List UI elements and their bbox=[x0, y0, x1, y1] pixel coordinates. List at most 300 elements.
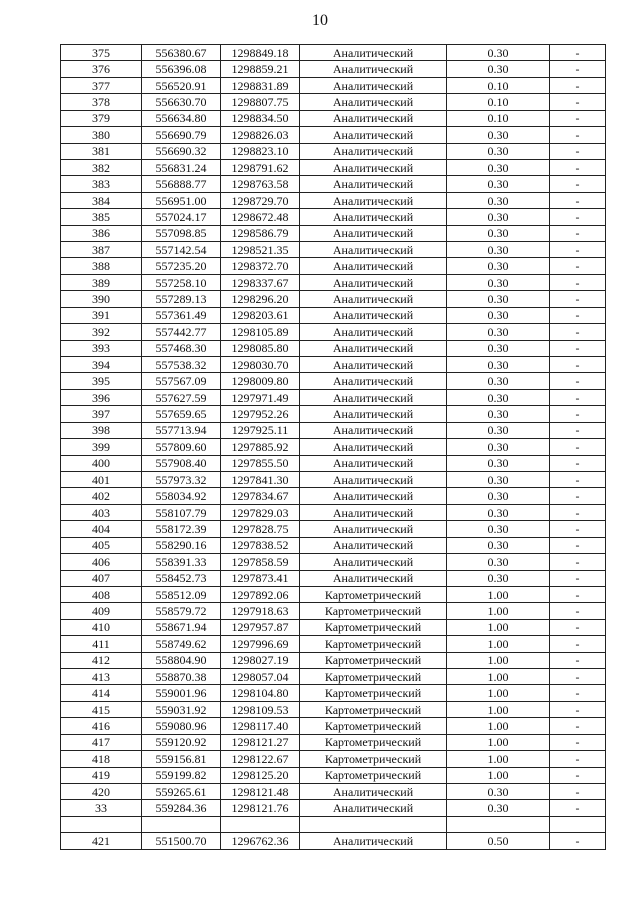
accuracy-cell: 1.00 bbox=[447, 603, 550, 619]
y-coordinate-cell: 1297829.03 bbox=[221, 504, 300, 520]
note-cell: - bbox=[550, 77, 606, 93]
note-cell: - bbox=[550, 373, 606, 389]
method-cell: Аналитический bbox=[300, 537, 447, 553]
method-cell: Аналитический bbox=[300, 61, 447, 77]
point-number-cell: 388 bbox=[61, 258, 142, 274]
point-number-cell: 386 bbox=[61, 225, 142, 241]
point-number-cell: 405 bbox=[61, 537, 142, 553]
note-cell bbox=[550, 816, 606, 832]
point-number-cell: 420 bbox=[61, 783, 142, 799]
y-coordinate-cell: 1298104.80 bbox=[221, 685, 300, 701]
point-number-cell: 379 bbox=[61, 110, 142, 126]
x-coordinate-cell: 558452.73 bbox=[142, 570, 221, 586]
accuracy-cell: 0.30 bbox=[447, 307, 550, 323]
y-coordinate-cell: 1298791.62 bbox=[221, 159, 300, 175]
table-row bbox=[61, 537, 606, 553]
note-cell: - bbox=[550, 488, 606, 504]
table-row bbox=[61, 603, 606, 619]
x-coordinate-cell bbox=[142, 816, 221, 832]
accuracy-cell: 0.30 bbox=[447, 209, 550, 225]
note-cell: - bbox=[550, 718, 606, 734]
y-coordinate-cell: 1297828.75 bbox=[221, 521, 300, 537]
method-cell: Аналитический bbox=[300, 422, 447, 438]
x-coordinate-cell: 557442.77 bbox=[142, 324, 221, 340]
point-number-cell: 409 bbox=[61, 603, 142, 619]
point-number-cell: 404 bbox=[61, 521, 142, 537]
note-cell: - bbox=[550, 619, 606, 635]
table-row bbox=[61, 652, 606, 668]
table-row bbox=[61, 685, 606, 701]
accuracy-cell: 0.30 bbox=[447, 471, 550, 487]
method-cell: Картометрический bbox=[300, 603, 447, 619]
y-coordinate-cell: 1297892.06 bbox=[221, 586, 300, 602]
accuracy-cell: 0.30 bbox=[447, 389, 550, 405]
note-cell: - bbox=[550, 242, 606, 258]
method-cell: Аналитический bbox=[300, 504, 447, 520]
y-coordinate-cell: 1298027.19 bbox=[221, 652, 300, 668]
method-cell: Аналитический bbox=[300, 833, 447, 849]
table-row bbox=[61, 455, 606, 471]
accuracy-cell: 1.00 bbox=[447, 669, 550, 685]
page-number: 10 bbox=[312, 12, 328, 29]
y-coordinate-cell: 1298203.61 bbox=[221, 307, 300, 323]
x-coordinate-cell: 559265.61 bbox=[142, 783, 221, 799]
point-number-cell: 400 bbox=[61, 455, 142, 471]
coordinates-table-body bbox=[61, 45, 606, 850]
x-coordinate-cell: 558579.72 bbox=[142, 603, 221, 619]
table-row bbox=[61, 751, 606, 767]
x-coordinate-cell: 558870.38 bbox=[142, 669, 221, 685]
table-row bbox=[61, 94, 606, 110]
table-row bbox=[61, 373, 606, 389]
x-coordinate-cell: 559199.82 bbox=[142, 767, 221, 783]
method-cell: Аналитический bbox=[300, 143, 447, 159]
accuracy-cell: 0.30 bbox=[447, 258, 550, 274]
x-coordinate-cell: 557361.49 bbox=[142, 307, 221, 323]
accuracy-cell: 1.00 bbox=[447, 652, 550, 668]
note-cell: - bbox=[550, 669, 606, 685]
x-coordinate-cell: 558034.92 bbox=[142, 488, 221, 504]
note-cell: - bbox=[550, 455, 606, 471]
accuracy-cell: 0.30 bbox=[447, 570, 550, 586]
note-cell: - bbox=[550, 307, 606, 323]
note-cell: - bbox=[550, 258, 606, 274]
method-cell: Аналитический bbox=[300, 373, 447, 389]
accuracy-cell: 0.30 bbox=[447, 357, 550, 373]
note-cell: - bbox=[550, 127, 606, 143]
table-row bbox=[61, 718, 606, 734]
y-coordinate-cell: 1296762.36 bbox=[221, 833, 300, 849]
table-row bbox=[61, 45, 606, 61]
note-cell: - bbox=[550, 734, 606, 750]
x-coordinate-cell: 558391.33 bbox=[142, 554, 221, 570]
method-cell: Аналитический bbox=[300, 455, 447, 471]
x-coordinate-cell: 559156.81 bbox=[142, 751, 221, 767]
method-cell: Аналитический bbox=[300, 159, 447, 175]
table-row bbox=[61, 225, 606, 241]
note-cell: - bbox=[550, 751, 606, 767]
x-coordinate-cell: 559284.36 bbox=[142, 800, 221, 816]
accuracy-cell: 0.30 bbox=[447, 504, 550, 520]
y-coordinate-cell: 1298057.04 bbox=[221, 669, 300, 685]
accuracy-cell: 0.30 bbox=[447, 274, 550, 290]
y-coordinate-cell: 1298729.70 bbox=[221, 192, 300, 208]
note-cell: - bbox=[550, 159, 606, 175]
point-number-cell: 414 bbox=[61, 685, 142, 701]
method-cell: Аналитический bbox=[300, 783, 447, 799]
y-coordinate-cell: 1298105.89 bbox=[221, 324, 300, 340]
point-number-cell: 395 bbox=[61, 373, 142, 389]
table-row bbox=[61, 570, 606, 586]
note-cell: - bbox=[550, 45, 606, 61]
accuracy-cell: 0.30 bbox=[447, 61, 550, 77]
method-cell: Аналитический bbox=[300, 242, 447, 258]
note-cell: - bbox=[550, 586, 606, 602]
x-coordinate-cell: 557567.09 bbox=[142, 373, 221, 389]
table-row bbox=[61, 274, 606, 290]
accuracy-cell: 0.30 bbox=[447, 800, 550, 816]
note-cell: - bbox=[550, 701, 606, 717]
accuracy-cell: 0.30 bbox=[447, 439, 550, 455]
point-number-cell: 399 bbox=[61, 439, 142, 455]
y-coordinate-cell: 1298009.80 bbox=[221, 373, 300, 389]
point-number-cell: 413 bbox=[61, 669, 142, 685]
point-number-cell: 397 bbox=[61, 406, 142, 422]
y-coordinate-cell: 1298121.48 bbox=[221, 783, 300, 799]
point-number-cell: 411 bbox=[61, 636, 142, 652]
point-number-cell: 33 bbox=[61, 800, 142, 816]
accuracy-cell: 1.00 bbox=[447, 586, 550, 602]
note-cell: - bbox=[550, 340, 606, 356]
accuracy-cell: 0.30 bbox=[447, 373, 550, 389]
y-coordinate-cell: 1297885.92 bbox=[221, 439, 300, 455]
method-cell: Аналитический bbox=[300, 389, 447, 405]
y-coordinate-cell: 1298121.27 bbox=[221, 734, 300, 750]
accuracy-cell: 0.30 bbox=[447, 159, 550, 175]
accuracy-cell: 0.30 bbox=[447, 340, 550, 356]
y-coordinate-cell: 1298337.67 bbox=[221, 274, 300, 290]
x-coordinate-cell: 557235.20 bbox=[142, 258, 221, 274]
note-cell: - bbox=[550, 800, 606, 816]
point-number-cell: 389 bbox=[61, 274, 142, 290]
x-coordinate-cell: 558172.39 bbox=[142, 521, 221, 537]
table-row bbox=[61, 406, 606, 422]
point-number-cell: 396 bbox=[61, 389, 142, 405]
note-cell: - bbox=[550, 636, 606, 652]
y-coordinate-cell: 1298763.58 bbox=[221, 176, 300, 192]
note-cell: - bbox=[550, 406, 606, 422]
accuracy-cell: 0.30 bbox=[447, 291, 550, 307]
y-coordinate-cell: 1298521.35 bbox=[221, 242, 300, 258]
table-row bbox=[61, 389, 606, 405]
table-row bbox=[61, 61, 606, 77]
accuracy-cell: 0.30 bbox=[447, 143, 550, 159]
note-cell: - bbox=[550, 357, 606, 373]
x-coordinate-cell: 558671.94 bbox=[142, 619, 221, 635]
method-cell: Аналитический bbox=[300, 340, 447, 356]
accuracy-cell: 0.30 bbox=[447, 488, 550, 504]
accuracy-cell: 0.30 bbox=[447, 783, 550, 799]
y-coordinate-cell: 1297855.50 bbox=[221, 455, 300, 471]
y-coordinate-cell: 1298831.89 bbox=[221, 77, 300, 93]
y-coordinate-cell: 1298109.53 bbox=[221, 701, 300, 717]
method-cell: Аналитический bbox=[300, 521, 447, 537]
note-cell: - bbox=[550, 554, 606, 570]
x-coordinate-cell: 556634.80 bbox=[142, 110, 221, 126]
accuracy-cell: 0.30 bbox=[447, 521, 550, 537]
point-number-cell: 417 bbox=[61, 734, 142, 750]
point-number-cell: 378 bbox=[61, 94, 142, 110]
method-cell: Аналитический bbox=[300, 800, 447, 816]
accuracy-cell bbox=[447, 816, 550, 832]
x-coordinate-cell: 557258.10 bbox=[142, 274, 221, 290]
table-row bbox=[61, 734, 606, 750]
y-coordinate-cell: 1297918.63 bbox=[221, 603, 300, 619]
accuracy-cell: 0.10 bbox=[447, 77, 550, 93]
method-cell: Картометрический bbox=[300, 586, 447, 602]
table-row bbox=[61, 324, 606, 340]
note-cell: - bbox=[550, 767, 606, 783]
x-coordinate-cell: 556630.70 bbox=[142, 94, 221, 110]
method-cell: Картометрический bbox=[300, 767, 447, 783]
y-coordinate-cell: 1298826.03 bbox=[221, 127, 300, 143]
method-cell: Аналитический bbox=[300, 225, 447, 241]
accuracy-cell: 0.10 bbox=[447, 94, 550, 110]
table-row bbox=[61, 176, 606, 192]
x-coordinate-cell: 556520.91 bbox=[142, 77, 221, 93]
x-coordinate-cell: 556831.24 bbox=[142, 159, 221, 175]
note-cell: - bbox=[550, 176, 606, 192]
accuracy-cell: 1.00 bbox=[447, 767, 550, 783]
point-number-cell: 421 bbox=[61, 833, 142, 849]
table-row bbox=[61, 783, 606, 799]
accuracy-cell: 1.00 bbox=[447, 685, 550, 701]
note-cell: - bbox=[550, 685, 606, 701]
x-coordinate-cell: 558512.09 bbox=[142, 586, 221, 602]
y-coordinate-cell: 1298125.20 bbox=[221, 767, 300, 783]
note-cell: - bbox=[550, 291, 606, 307]
method-cell: Аналитический bbox=[300, 357, 447, 373]
table-row bbox=[61, 701, 606, 717]
method-cell: Аналитический bbox=[300, 209, 447, 225]
accuracy-cell: 0.30 bbox=[447, 192, 550, 208]
method-cell: Аналитический bbox=[300, 307, 447, 323]
point-number-cell: 407 bbox=[61, 570, 142, 586]
accuracy-cell: 0.50 bbox=[447, 833, 550, 849]
note-cell: - bbox=[550, 324, 606, 340]
x-coordinate-cell: 559031.92 bbox=[142, 701, 221, 717]
table-row bbox=[61, 127, 606, 143]
point-number-cell: 406 bbox=[61, 554, 142, 570]
note-cell: - bbox=[550, 389, 606, 405]
table-row bbox=[61, 143, 606, 159]
accuracy-cell: 0.10 bbox=[447, 110, 550, 126]
note-cell: - bbox=[550, 110, 606, 126]
method-cell: Аналитический bbox=[300, 192, 447, 208]
table-row bbox=[61, 521, 606, 537]
method-cell: Аналитический bbox=[300, 471, 447, 487]
note-cell: - bbox=[550, 439, 606, 455]
y-coordinate-cell: 1298117.40 bbox=[221, 718, 300, 734]
note-cell: - bbox=[550, 225, 606, 241]
y-coordinate-cell: 1297838.52 bbox=[221, 537, 300, 553]
method-cell: Картометрический bbox=[300, 636, 447, 652]
point-number-cell: 415 bbox=[61, 701, 142, 717]
y-coordinate-cell: 1298296.20 bbox=[221, 291, 300, 307]
accuracy-cell: 0.30 bbox=[447, 242, 550, 258]
method-cell bbox=[300, 816, 447, 832]
note-cell: - bbox=[550, 422, 606, 438]
note-cell: - bbox=[550, 61, 606, 77]
table-row bbox=[61, 357, 606, 373]
method-cell: Аналитический bbox=[300, 45, 447, 61]
note-cell: - bbox=[550, 537, 606, 553]
y-coordinate-cell: 1298672.48 bbox=[221, 209, 300, 225]
table-row bbox=[61, 488, 606, 504]
note-cell: - bbox=[550, 833, 606, 849]
y-coordinate-cell: 1298085.80 bbox=[221, 340, 300, 356]
x-coordinate-cell: 559120.92 bbox=[142, 734, 221, 750]
table-row bbox=[61, 669, 606, 685]
accuracy-cell: 1.00 bbox=[447, 751, 550, 767]
table-row bbox=[61, 340, 606, 356]
point-number-cell: 401 bbox=[61, 471, 142, 487]
table-row bbox=[61, 554, 606, 570]
point-number-cell: 393 bbox=[61, 340, 142, 356]
method-cell: Аналитический bbox=[300, 258, 447, 274]
point-number-cell: 394 bbox=[61, 357, 142, 373]
coordinates-table bbox=[60, 44, 606, 850]
x-coordinate-cell: 557468.30 bbox=[142, 340, 221, 356]
accuracy-cell: 1.00 bbox=[447, 636, 550, 652]
method-cell: Картометрический bbox=[300, 685, 447, 701]
point-number-cell: 410 bbox=[61, 619, 142, 635]
note-cell: - bbox=[550, 570, 606, 586]
x-coordinate-cell: 556380.67 bbox=[142, 45, 221, 61]
point-number-cell: 380 bbox=[61, 127, 142, 143]
accuracy-cell: 0.30 bbox=[447, 127, 550, 143]
x-coordinate-cell: 556396.08 bbox=[142, 61, 221, 77]
y-coordinate-cell: 1297834.67 bbox=[221, 488, 300, 504]
y-coordinate-cell: 1298823.10 bbox=[221, 143, 300, 159]
note-cell: - bbox=[550, 521, 606, 537]
table-row bbox=[61, 110, 606, 126]
method-cell: Аналитический bbox=[300, 94, 447, 110]
y-coordinate-cell: 1297873.41 bbox=[221, 570, 300, 586]
point-number-cell: 384 bbox=[61, 192, 142, 208]
note-cell: - bbox=[550, 603, 606, 619]
x-coordinate-cell: 557142.54 bbox=[142, 242, 221, 258]
method-cell: Картометрический bbox=[300, 734, 447, 750]
y-coordinate-cell: 1297971.49 bbox=[221, 389, 300, 405]
accuracy-cell: 0.30 bbox=[447, 455, 550, 471]
note-cell: - bbox=[550, 504, 606, 520]
accuracy-cell: 0.30 bbox=[447, 45, 550, 61]
x-coordinate-cell: 557713.94 bbox=[142, 422, 221, 438]
table-row bbox=[61, 77, 606, 93]
point-number-cell: 387 bbox=[61, 242, 142, 258]
point-number-cell bbox=[61, 816, 142, 832]
x-coordinate-cell: 556951.00 bbox=[142, 192, 221, 208]
note-cell: - bbox=[550, 192, 606, 208]
point-number-cell: 408 bbox=[61, 586, 142, 602]
accuracy-cell: 0.30 bbox=[447, 176, 550, 192]
accuracy-cell: 1.00 bbox=[447, 734, 550, 750]
method-cell: Картометрический bbox=[300, 619, 447, 635]
method-cell: Аналитический bbox=[300, 439, 447, 455]
accuracy-cell: 1.00 bbox=[447, 619, 550, 635]
point-number-cell: 383 bbox=[61, 176, 142, 192]
note-cell: - bbox=[550, 652, 606, 668]
method-cell: Аналитический bbox=[300, 291, 447, 307]
y-coordinate-cell: 1298122.67 bbox=[221, 751, 300, 767]
x-coordinate-cell: 559001.96 bbox=[142, 685, 221, 701]
method-cell: Аналитический bbox=[300, 127, 447, 143]
method-cell: Картометрический bbox=[300, 751, 447, 767]
y-coordinate-cell: 1297996.69 bbox=[221, 636, 300, 652]
point-number-cell: 403 bbox=[61, 504, 142, 520]
point-number-cell: 419 bbox=[61, 767, 142, 783]
accuracy-cell: 0.30 bbox=[447, 406, 550, 422]
table-row bbox=[61, 258, 606, 274]
x-coordinate-cell: 559080.96 bbox=[142, 718, 221, 734]
y-coordinate-cell: 1298030.70 bbox=[221, 357, 300, 373]
method-cell: Аналитический bbox=[300, 554, 447, 570]
table-row bbox=[61, 159, 606, 175]
x-coordinate-cell: 556690.79 bbox=[142, 127, 221, 143]
x-coordinate-cell: 557659.65 bbox=[142, 406, 221, 422]
method-cell: Аналитический bbox=[300, 77, 447, 93]
accuracy-cell: 0.30 bbox=[447, 422, 550, 438]
method-cell: Картометрический bbox=[300, 652, 447, 668]
table-row bbox=[61, 586, 606, 602]
accuracy-cell: 0.30 bbox=[447, 324, 550, 340]
x-coordinate-cell: 557538.32 bbox=[142, 357, 221, 373]
x-coordinate-cell: 557809.60 bbox=[142, 439, 221, 455]
method-cell: Аналитический bbox=[300, 176, 447, 192]
y-coordinate-cell bbox=[221, 816, 300, 832]
x-coordinate-cell: 557908.40 bbox=[142, 455, 221, 471]
accuracy-cell: 0.30 bbox=[447, 554, 550, 570]
table-row bbox=[61, 504, 606, 520]
table-row bbox=[61, 192, 606, 208]
table-row bbox=[61, 833, 606, 849]
note-cell: - bbox=[550, 94, 606, 110]
method-cell: Картометрический bbox=[300, 718, 447, 734]
x-coordinate-cell: 556690.32 bbox=[142, 143, 221, 159]
table-row bbox=[61, 439, 606, 455]
x-coordinate-cell: 557289.13 bbox=[142, 291, 221, 307]
accuracy-cell: 1.00 bbox=[447, 701, 550, 717]
table-row bbox=[61, 242, 606, 258]
method-cell: Картометрический bbox=[300, 669, 447, 685]
y-coordinate-cell: 1298586.79 bbox=[221, 225, 300, 241]
point-number-cell: 418 bbox=[61, 751, 142, 767]
y-coordinate-cell: 1297952.26 bbox=[221, 406, 300, 422]
note-cell: - bbox=[550, 209, 606, 225]
point-number-cell: 376 bbox=[61, 61, 142, 77]
table-row bbox=[61, 471, 606, 487]
point-number-cell: 377 bbox=[61, 77, 142, 93]
y-coordinate-cell: 1297841.30 bbox=[221, 471, 300, 487]
table-row bbox=[61, 291, 606, 307]
note-cell: - bbox=[550, 274, 606, 290]
y-coordinate-cell: 1298859.21 bbox=[221, 61, 300, 77]
method-cell: Аналитический bbox=[300, 274, 447, 290]
x-coordinate-cell: 558749.62 bbox=[142, 636, 221, 652]
accuracy-cell: 0.30 bbox=[447, 537, 550, 553]
method-cell: Аналитический bbox=[300, 110, 447, 126]
